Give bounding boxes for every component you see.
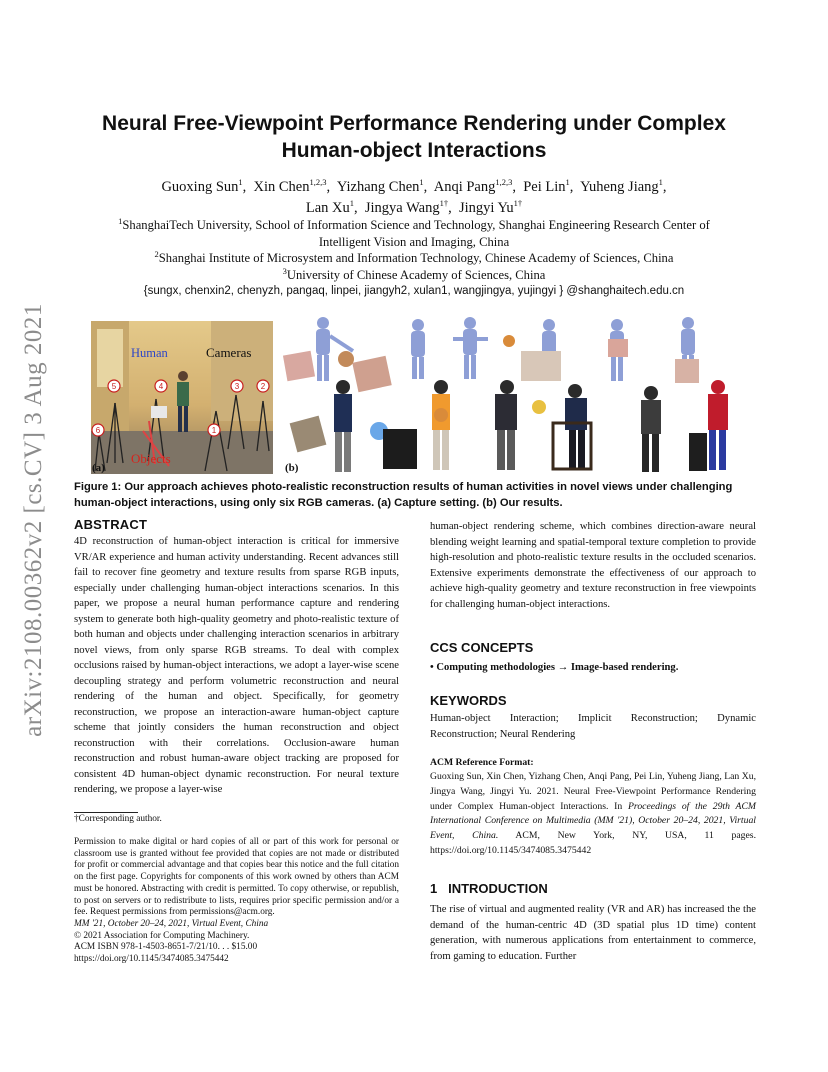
affiliation-line: $^3$University of Chinese Academy of Sciences, China [282, 265, 546, 282]
chair-object [383, 429, 417, 469]
author: Pei Lin$^1$ [523, 177, 570, 195]
doi-line: https://doi.org/10.1145/3474085.3475442 [74, 954, 229, 965]
introduction-heading [430, 881, 756, 897]
acm-reference-authors: Guoxing Sun, Xin Chen, Yizhang Chen, Anqi Pang, Pei Lin, Yuheng Jiang, Lan Xu, Jingya Wang, Jingyi Yu. 2021. Neural Free-Viewpoint Performance Rendering under Complex Human-object Interactions. In [430, 771, 756, 812]
box-object [608, 339, 628, 357]
author: Guoxing Sun$^1$ [161, 177, 243, 195]
author: Xin Chen$^{1,2,3}$ [253, 177, 327, 195]
chair-object [521, 351, 561, 381]
footnote-rule [74, 812, 138, 813]
email-line: {sungx, chenxin2, chenyzh, pangaq, linpei, jiangyh2, xulan1, wangjingya, yujingyi } @shanghaitech.edu.cn [143, 285, 685, 298]
human-label: Human [131, 346, 168, 360]
figure-caption: Figure 1: Our approach achieves photo-realistic reconstruction results of human activities in novel views under challenging human-object interactions, using only six RGB cameras. (a) Capture setting. (b) Our results. [74, 481, 733, 509]
section-title: INTRODUCTION [448, 881, 548, 896]
title-line-2: Human-object Interactions [281, 139, 547, 162]
author: Yuheng Jiang$^1$ [580, 177, 663, 195]
figure-results [283, 311, 745, 474]
affiliation-line: $^2$Shanghai Institute of Microsystem and Information Technology, Chinese Academy of Sciences, China [154, 249, 674, 266]
keywords-heading: KEYWORDS [430, 693, 507, 708]
abstract-continued: human-object rendering scheme, which combines direction-aware neural blending weight learning and spatial-temporal texture completion to provide high-resolution and photo-realistic texture results in the occluded scenarios. Extensive experiments demonstrate the effectiveness of our approach to achieve high-quality geometry and texture reconstruction in free viewpoints for challenging human-object interactions. [430, 521, 756, 610]
camera-number: 1 [211, 426, 217, 435]
camera-number: 6 [95, 426, 101, 435]
affiliations [60, 217, 768, 300]
ball-object [503, 335, 515, 347]
camera-number: 4 [158, 382, 164, 391]
author: Anqi Pang$^{1,2,3}$ [433, 177, 513, 195]
box-object [283, 351, 315, 381]
footnote: †Corresponding author. [74, 814, 162, 824]
arxiv-identifier [10, 290, 58, 750]
ccs-heading: CCS CONCEPTS [430, 640, 534, 655]
affiliation-line: $^1$ShanghaiTech University, School of Information Science and Technology, Shanghai Engineering Research Center of [118, 215, 710, 232]
acm-reference [430, 770, 756, 859]
title-line-1: Neural Free-Viewpoint Performance Rendering under Complex [102, 112, 726, 135]
paper-title [60, 110, 768, 164]
results-render [283, 311, 745, 474]
ball-object [338, 351, 354, 367]
acm-reference-venue: Proceedings of the 29th ACM International Conference on Multimedia (MM '21), October 20–24, 2021, Virtual Event, China. [430, 800, 756, 842]
camera-number: 5 [111, 382, 117, 391]
author: Yizhang Chen$^1$ [336, 177, 424, 195]
subfigure-a-label: (a) [92, 462, 105, 474]
keywords-text: Human-object Interaction; Implicit Reconstruction; Dynamic Reconstruction; Neural Rendering [430, 713, 756, 740]
copyright-line: © 2021 Association for Computing Machinery. [74, 930, 250, 941]
isbn-line: ACM ISBN 978-1-4503-8651-7/21/10. . . $15.00 [74, 942, 258, 953]
box-object [675, 359, 699, 383]
abstract-heading: ABSTRACT [74, 517, 148, 532]
objects-label: Objects [131, 451, 171, 466]
capture-photo [91, 321, 273, 474]
author: Lan Xu$^1$ [305, 198, 355, 216]
subfigure-b-label: (b) [285, 462, 299, 474]
author-list: Guoxing Sun$^1$, Xin Chen$^{1,2,3}$, Yizhang Chen$^1$, Anqi Pang$^{1,2,3}$, Pei Lin$^1$, Yuheng Jiang$^1$, Lan Xu$^1$, Jingya Wang$^{1\dagger}$, Jingyi $Yu^{1\dagger}$ [161, 177, 667, 216]
figure-capture-setting [91, 321, 273, 474]
acm-reference-tail: ACM, New York, NY, USA, 11 pages. https://doi.org/10.1145/3474085.3475442 [430, 830, 756, 856]
permission-block [74, 837, 399, 966]
abstract-body: 4D reconstruction of human-object interaction is critical for immersive VR/AR experience and human activity understanding. Recent advances still fail to recover fine geometry and texture results from sparse RGB inputs, especially under challenging human-object interactions scenarios. In this paper, we propose a neural human performance capture and rendering system to generate both high-quality geometry and photo-realistic texture of both human and objects under challenging interaction scenarios in arbitrary novel views, from only sparse RGB streams. To deal with complex occlusions raised by human-object interactions, we adopt a layer-wise scene decoupling strategy and perform volumetric reconstruction and neural rendering of the human and object. Specifically, for geometry reconstruction, we propose an interaction-aware human-object capture scheme that jointly considers the human reconstruction and object reconstruction with their correlations. Occlusion-aware human reconstruction and robust human-aware object tracking are proposed for consistent 4D human-object dynamic reconstruction. For neural texture rendering, we propose a layer-wise [74, 536, 399, 795]
introduction-body: The rise of virtual and augmented reality (VR and AR) has increased the the demand of the human-centric 4D (3D spatial plus 1D time) content generation, with numerous applications from entertainment to commerce, from gaming to education. Further [430, 904, 756, 962]
affiliation-line: Intelligent Vision and Imaging, China [318, 234, 510, 249]
cameras-label: Cameras [206, 345, 252, 360]
camera-number: 2 [260, 382, 266, 391]
section-number: 1 [430, 881, 438, 896]
author: Jingyi $Yu^{1\dagger}$ [458, 198, 523, 216]
arxiv-id-text: arXiv:2108.00362v2 [cs.CV] 3 Aug 2021 [20, 303, 47, 737]
conference-line: MM '21, October 20–24, 2021, Virtual Event, China [74, 918, 269, 929]
permission-text: Permission to make digital or hard copies of all or part of this work for personal or classroom use is granted without fee provided that copies are not made or distributed for profit or commercial advantage and that copies bear this notice and the full citation on the first page. Copyrights for components of this work owned by others than ACM must be honored. Abstracting with credit is permitted. To copy otherwise, or republish, to post on servers or to redistribute to lists, requires prior specific permission and/or a fee. Request permissions from permissions@acm.org. [74, 837, 399, 918]
box-object [689, 433, 707, 471]
camera-number: 3 [234, 382, 240, 391]
author: Jingya Wang$^{1\dagger}$ [364, 198, 449, 216]
acm-reference-heading: ACM Reference Format: [430, 757, 534, 768]
ccs-concepts: • Computing methodologies → Image-based rendering. [430, 662, 679, 673]
